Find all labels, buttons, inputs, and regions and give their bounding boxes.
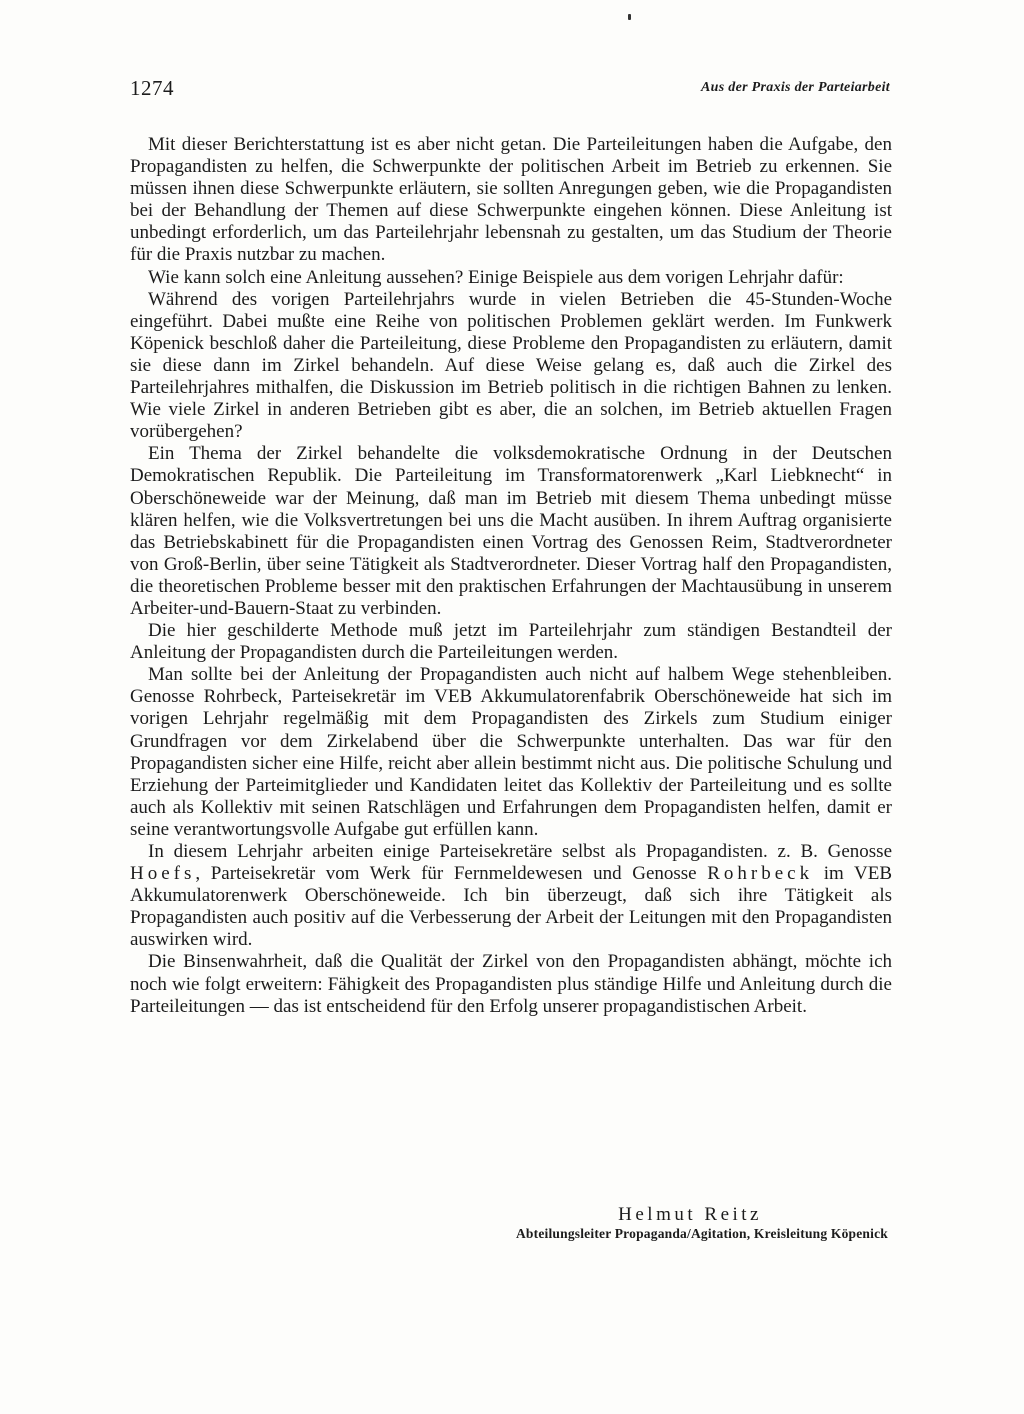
paragraph-7-part-b: , Parteisekretär vom Werk für Fernmeldewesen und Genosse [195,863,708,885]
paragraph-4: Ein Thema der Zirkel behandelte die volksdemokratische Ordnung in der Deutschen Demokratischen Republik. Die Parteileitung im Transformatorenwerk „Karl Liebknecht“ in Oberschöneweide war der Meinung, daß man im Betrieb mit diesem Thema unbedingt müsse klären helfen, wie die Volksvertretungen bei uns die Macht ausüben. In ihrem Auftrag organisierte das Betriebskabinett für die Propagandisten einen Vortrag des Genossen Reim, Stadtverordneter von Groß-Berlin, über seine Tätigkeit als Stadtverordneter. Dieser Vortrag half den Propagandisten, die theoretischen Probleme besser mit den praktischen Erfahrungen der Machtausübung in unserem Arbeiter-und-Bauern-Staat zu verbinden. [130,443,892,619]
article-body [130,134,892,1018]
author-affiliation: Abteilungsleiter Propaganda/Agitation, Kreisleitung Köpenick [515,1226,888,1241]
page-number: 1274 [130,76,174,100]
paragraph-5: Die hier geschilderte Methode muß jetzt im Parteilehrjahr zum ständigen Bestandteil der Anleitung der Propagandisten durch die Parteileitungen werden. [130,620,892,664]
page-header [130,76,890,106]
paragraph-6: Man sollte bei der Anleitung der Propagandisten auch nicht auf halbem Wege stehenbleiben. Genosse Rohrbeck, Parteisekretär im VEB Akkumulatorenfabrik Oberschöneweide hat sich im vorigen Lehrjahr regelmäßig mit dem Propagandisten des Zirkels zum Studium einiger Grundfragen vor dem Zirkelabend über die Schwerpunkte unterhalten. Das war für den Propagandisten sicher eine Hilfe, reicht aber allein bestimmt nicht aus. Die politische Schulung und Erziehung der Parteimitglieder und Kandidaten leitet das Kollektiv der Parteileitung und es sollte auch als Kollektiv mit seinen Ratschlägen und Erfahrungen dem Propagandisten helfen, damit er seine verantwortungsvolle Aufgabe gut erfüllen kann. [130,664,892,840]
paragraph-7-part-a: In diesem Lehrjahr arbeiten einige Parteisekretäre selbst als Propagandisten. z. B. Genosse [148,841,892,862]
name-rohrbeck: Rohrbeck [707,863,814,885]
author-signature: Helmut Reitz [618,1204,762,1225]
paragraph-7-part-c: im VEB Akkumulatorenwerk Oberschöneweide. Ich bin überzeugt, daß sich ihre Tätigkeit als Propagandisten auch positiv auf die Verbesserung der Arbeit der Leitungen mit den Propagandisten auswirken wird. [130,863,892,951]
running-title: Aus der Praxis der Parteiarbeit [701,80,890,95]
paragraph-1: Mit dieser Berichterstattung ist es aber nicht getan. Die Parteileitungen haben die Aufgabe, den Propagandisten zu helfen, die Schwerpunkte der politischen Arbeit im Betrieb zu erkennen. Sie müssen ihnen diese Schwerpunkte erläutern, sie sollten Anregungen geben, wie die Propagandisten bei der Behandlung der Themen auf diese Schwerpunkte eingehen können. Diese Anleitung ist unbedingt erforderlich, um das Parteilehrjahr lebensnah zu gestalten, um das Studium der Theorie für die Praxis nutzbar zu machen. [130,134,892,266]
paragraph-2: Wie kann solch eine Anleitung aussehen? Einige Beispiele aus dem vorigen Lehrjahr dafür: [148,266,844,288]
name-hoefs: Hoefs [130,863,196,885]
ink-speck [628,14,631,20]
paragraph-3: Während des vorigen Parteilehrjahrs wurde in vielen Betrieben die 45-Stunden-Woche eingeführt. Dabei mußte eine Reihe von politischen Problemen geklärt werden. Im Funkwerk Köpenick beschloß daher die Parteileitung, diese Probleme den Propagandisten zu erläutern, damit sie diese dann im Zirkel behandeln. Auf diese Weise gelang es, daß auch die Zirkel des Parteilehrjahres mithalfen, die Diskussion im Betrieb politisch in die richtigen Bahnen zu lenken. Wie viele Zirkel in anderen Betrieben gibt es aber, die an solchen, im Betrieb aktuellen Fragen vorübergehen? [130,288,892,443]
paragraph-8: Die Binsenwahrheit, daß die Qualität der Zirkel von den Propagandisten abhängt, möchte ich noch wie folgt erweitern: Fähigkeit des Propagandisten plus ständige Hilfe und Anleitung durch die Parteileitungen — das ist entscheidend für den Erfolg unserer propagandistischen Arbeit. [130,951,892,1017]
paragraph-7 [130,841,892,951]
